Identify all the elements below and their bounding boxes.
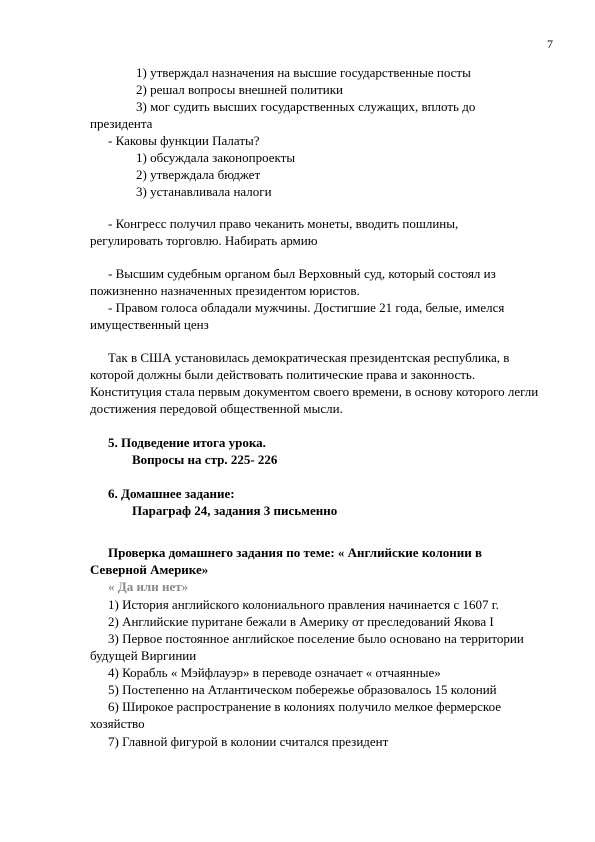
page-number: 7: [547, 37, 553, 51]
list-item: будущей Виргинии: [90, 648, 197, 663]
list-item: 5) Постепенно на Атлантическом побережье образовалось 15 колоний: [108, 682, 497, 697]
section-heading: 6. Домашнее задание:: [108, 486, 235, 501]
text-line: 2) утверждала бюджет: [136, 167, 261, 182]
list-item: 4) Корабль « Мэйфлауэр» в переводе означает « отчаянные»: [108, 665, 441, 680]
text-line: имущественный ценз: [90, 317, 209, 332]
list-item: 3) Первое постоянное английское поселение было основано на территории: [108, 631, 524, 646]
text-line: президента: [90, 116, 153, 131]
text-line: Конституция стала первым документом своего времени, в основу которого легли: [90, 384, 539, 399]
text-line: которой должны были действовать политические права и законность.: [90, 367, 476, 382]
text-line: достижения передовой общественной мысли.: [90, 401, 343, 416]
text-line: - Конгресс получил право чеканить монеты, вводить пошлины,: [108, 216, 459, 231]
subheading: « Да или нет»: [108, 579, 189, 594]
section-heading: Проверка домашнего задания по теме: « Английские колонии в: [108, 545, 483, 560]
text-line: Вопросы на стр. 225- 226: [132, 452, 278, 467]
text-line: регулировать торговлю. Набирать армию: [90, 233, 318, 248]
text-line: - Правом голоса обладали мужчины. Достигшие 21 года, белые, имелся: [108, 300, 505, 315]
list-item: 2) Английские пуритане бежали в Америку от преследований Якова I: [108, 614, 494, 629]
text-line: Параграф 24, задания 3 письменно: [132, 503, 338, 518]
text-line: пожизненно назначенных президентом юристов.: [90, 283, 360, 298]
list-item: 1) История английского колониального правления начинается с 1607 г.: [108, 597, 499, 612]
text-line: 1) утверждал назначения на высшие государственные посты: [136, 65, 471, 80]
text-line: - Высшим судебным органом был Верховный суд, который состоял из: [108, 266, 496, 281]
section-heading: Северной Америке»: [90, 562, 209, 577]
list-item: хозяйство: [90, 716, 145, 731]
text-line: 3) устанавливала налоги: [136, 184, 272, 199]
text-line: 3) мог судить высших государственных служащих, вплоть до: [136, 99, 476, 114]
text-line: 1) обсуждала законопроекты: [136, 150, 296, 165]
section-heading: 5. Подведение итога урока.: [108, 435, 266, 450]
text-line: 2) решал вопросы внешней политики: [136, 82, 344, 97]
list-item: 6) Широкое распространение в колониях получило мелкое фермерское: [108, 699, 502, 714]
list-item: 7) Главной фигурой в колонии считался президент: [108, 734, 389, 749]
text-line: Так в США установилась демократическая президентская республика, в: [108, 350, 510, 365]
text-line: - Каковы функции Палаты?: [108, 133, 260, 148]
